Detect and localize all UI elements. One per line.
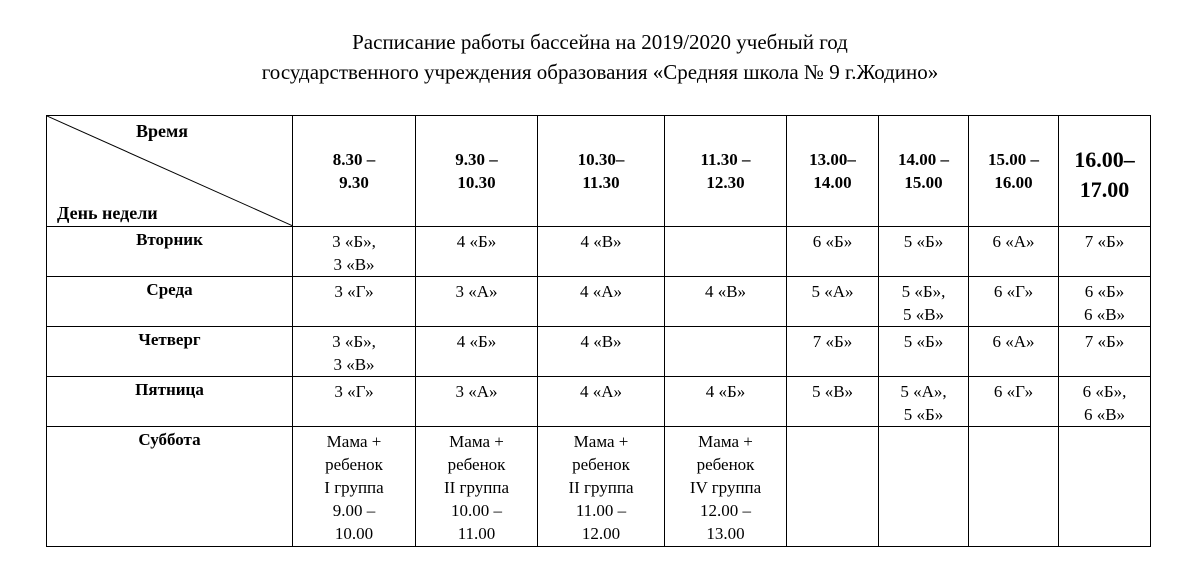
cell-line: 6 «А» bbox=[992, 232, 1035, 251]
cell-line: 3 «В» bbox=[333, 255, 375, 274]
cell-line: 3 «Б», bbox=[332, 332, 376, 351]
cell-line: 6 «Г» bbox=[993, 282, 1034, 301]
schedule-cell bbox=[969, 277, 1059, 327]
cell-line: 6 «В» bbox=[1083, 405, 1126, 424]
cell-line: ребенок bbox=[447, 455, 506, 474]
cell-line: 6 «В» bbox=[1083, 305, 1126, 324]
schedule-cell bbox=[665, 227, 787, 277]
schedule-cell bbox=[879, 277, 969, 327]
cell-line: 5 «Б» bbox=[903, 232, 944, 251]
time-slot-end: 9.30 bbox=[339, 173, 369, 192]
schedule-cell bbox=[879, 227, 969, 277]
cell-line: I группа bbox=[324, 478, 384, 497]
cell-line: 5 «А», bbox=[900, 382, 947, 401]
cell-line: 4 «Б» bbox=[705, 382, 746, 401]
schedule-cell bbox=[416, 327, 538, 377]
schedule-cell bbox=[787, 277, 879, 327]
cell-line: 12.00 – bbox=[700, 501, 751, 520]
schedule-cell bbox=[416, 227, 538, 277]
schedule-row bbox=[47, 277, 1151, 327]
schedule-cell bbox=[538, 377, 665, 427]
schedule-row bbox=[47, 227, 1151, 277]
cell-line: II группа bbox=[443, 478, 510, 497]
schedule-cell bbox=[1059, 327, 1151, 377]
cell-line: 3 «А» bbox=[455, 282, 498, 301]
cell-line: 3 «Г» bbox=[334, 282, 374, 301]
cell-line: 5 «А» bbox=[811, 282, 854, 301]
cell-line: 3 «В» bbox=[333, 355, 375, 374]
page-subtitle: государственного учреждения образования «Средняя школа № 9 г.Жодино» bbox=[261, 60, 939, 84]
time-slot-end: 16.00 bbox=[994, 173, 1033, 192]
schedule-cell bbox=[293, 427, 416, 547]
cell-line: 4 «В» bbox=[580, 232, 622, 251]
cell-line: Мама + bbox=[449, 432, 504, 451]
cell-line: ребенок bbox=[572, 455, 630, 474]
cell-line: 4 «В» bbox=[704, 282, 747, 301]
schedule-cell bbox=[787, 377, 879, 427]
cell-line: 6 «Г» bbox=[993, 382, 1034, 401]
time-header-label: Время bbox=[136, 121, 189, 141]
cell-line: 11.00 – bbox=[575, 501, 627, 520]
cell-line: 5 «Б», bbox=[901, 282, 946, 301]
schedule-cell bbox=[538, 327, 665, 377]
cell-line: 3 «А» bbox=[455, 382, 498, 401]
cell-line: 7 «Б» bbox=[812, 332, 853, 351]
schedule-cell bbox=[665, 427, 787, 547]
day-cell: Четверг bbox=[47, 327, 293, 377]
cell-line: 4 «А» bbox=[579, 282, 623, 301]
schedule-row bbox=[47, 377, 1151, 427]
schedule-cell bbox=[1059, 227, 1151, 277]
cell-line: 7 «Б» bbox=[1084, 332, 1125, 351]
cell-line: IV группа bbox=[689, 478, 762, 497]
schedule-cell bbox=[293, 327, 416, 377]
schedule-cell bbox=[879, 427, 969, 547]
schedule-cell bbox=[293, 277, 416, 327]
schedule-cell bbox=[969, 427, 1059, 547]
cell-line: 5 «В» bbox=[902, 305, 945, 324]
time-slot-start: 9.30 – bbox=[455, 150, 498, 169]
time-slot-end: 15.00 bbox=[904, 173, 943, 192]
cell-line: 9.00 – bbox=[332, 501, 376, 520]
cell-line: 4 «Б» bbox=[456, 332, 497, 351]
cell-line: 11.00 bbox=[457, 524, 496, 543]
cell-line: Мама + bbox=[573, 432, 629, 451]
time-slot-header bbox=[538, 116, 665, 227]
time-slot-end: 12.30 bbox=[706, 173, 745, 192]
time-slot-header bbox=[879, 116, 969, 227]
cell-line: 6 «Б», bbox=[1082, 382, 1127, 401]
time-slot-header bbox=[293, 116, 416, 227]
schedule-cell bbox=[1059, 377, 1151, 427]
cell-line: 10.00 bbox=[334, 524, 374, 543]
schedule-cell bbox=[665, 377, 787, 427]
schedule-cell bbox=[879, 377, 969, 427]
cell-line: 4 «В» bbox=[580, 332, 622, 351]
time-slot-start: 10.30– bbox=[577, 150, 625, 169]
cell-line: Мама + bbox=[326, 432, 382, 451]
schedule-cell bbox=[416, 377, 538, 427]
schedule-row bbox=[47, 427, 1151, 547]
cell-line: 5 «В» bbox=[811, 382, 854, 401]
cell-line: II группа bbox=[568, 478, 634, 497]
day-cell: Среда bbox=[47, 277, 293, 327]
cell-line: ребенок bbox=[325, 455, 383, 474]
schedule-cell bbox=[665, 277, 787, 327]
cell-line: ребенок bbox=[696, 455, 755, 474]
time-slot-header bbox=[787, 116, 879, 227]
time-slot-end: 11.30 bbox=[582, 173, 620, 192]
time-slot-end: 17.00 bbox=[1079, 177, 1130, 202]
cell-line: 13.00 bbox=[706, 524, 745, 543]
time-slot-header bbox=[1059, 116, 1151, 227]
time-slot-start: 14.00 – bbox=[898, 150, 949, 169]
cell-line: 6 «Б» bbox=[812, 232, 853, 251]
time-slot-start: 11.30 – bbox=[700, 150, 751, 169]
cell-line: 12.00 bbox=[581, 524, 621, 543]
schedule-cell bbox=[787, 327, 879, 377]
schedule-cell bbox=[787, 227, 879, 277]
schedule-cell bbox=[538, 227, 665, 277]
schedule-cell bbox=[1059, 277, 1151, 327]
schedule-cell bbox=[969, 327, 1059, 377]
header-row bbox=[47, 116, 1151, 227]
cell-line: 6 «Б» bbox=[1084, 282, 1125, 301]
cell-line: 10.00 – bbox=[451, 501, 502, 520]
schedule-cell bbox=[787, 427, 879, 547]
cell-line: 7 «Б» bbox=[1084, 232, 1125, 251]
day-cell: Вторник bbox=[47, 227, 293, 277]
schedule-table bbox=[46, 115, 1151, 547]
page-title: Расписание работы бассейна на 2019/2020 учебный год bbox=[352, 30, 848, 54]
time-slot-end: 14.00 bbox=[813, 173, 852, 192]
schedule-cell bbox=[969, 227, 1059, 277]
schedule-cell bbox=[416, 277, 538, 327]
day-cell: Суббота bbox=[47, 427, 293, 547]
schedule-cell bbox=[538, 427, 665, 547]
schedule-cell bbox=[293, 227, 416, 277]
cell-line: 5 «Б» bbox=[903, 405, 944, 424]
time-slot-header bbox=[416, 116, 538, 227]
schedule-cell bbox=[665, 327, 787, 377]
time-slot-start: 13.00– bbox=[809, 150, 856, 169]
day-cell: Пятница bbox=[47, 377, 293, 427]
time-slot-header bbox=[665, 116, 787, 227]
time-slot-start: 8.30 – bbox=[332, 150, 376, 169]
cell-line: 3 «Б», bbox=[332, 232, 376, 251]
schedule-cell bbox=[1059, 427, 1151, 547]
time-slot-end: 10.30 bbox=[457, 173, 496, 192]
cell-line: 6 «А» bbox=[992, 332, 1035, 351]
corner-header-cell bbox=[47, 116, 293, 227]
cell-line: Мама + bbox=[698, 432, 753, 451]
cell-line: 5 «Б» bbox=[903, 332, 944, 351]
schedule-cell bbox=[969, 377, 1059, 427]
schedule-cell bbox=[293, 377, 416, 427]
time-slot-start: 15.00 – bbox=[988, 150, 1039, 169]
schedule-cell bbox=[538, 277, 665, 327]
time-slot-header bbox=[969, 116, 1059, 227]
schedule-cell bbox=[879, 327, 969, 377]
day-header-label: День недели bbox=[57, 203, 158, 223]
cell-line: 3 «Г» bbox=[334, 382, 374, 401]
schedule-row bbox=[47, 327, 1151, 377]
schedule-cell bbox=[416, 427, 538, 547]
cell-line: 4 «А» bbox=[579, 382, 623, 401]
time-slot-start: 16.00– bbox=[1074, 147, 1135, 172]
cell-line: 4 «Б» bbox=[456, 232, 497, 251]
